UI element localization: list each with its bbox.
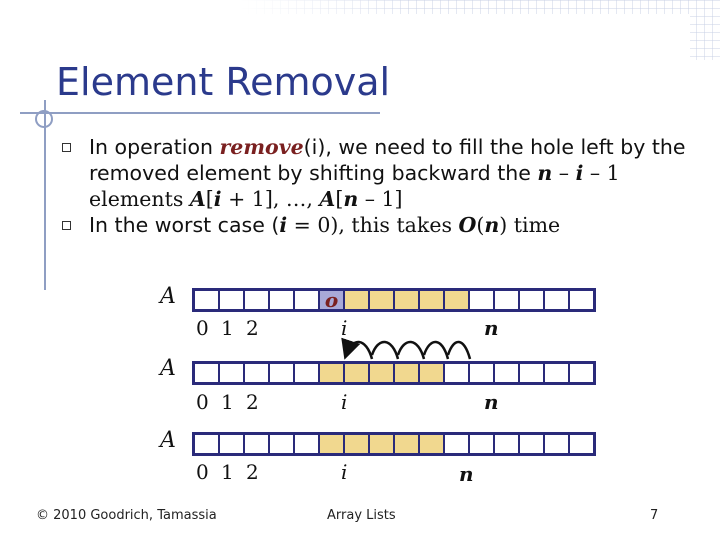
array-cell (220, 364, 245, 382)
array-cell (545, 364, 570, 382)
index-i-label: i (341, 460, 348, 484)
array-cell (370, 291, 395, 309)
array-cell (345, 435, 370, 453)
array-cell (470, 364, 495, 382)
array-row-shifting (192, 361, 596, 385)
square-bullet-icon (62, 221, 71, 230)
array-cell (370, 435, 395, 453)
array-cell (245, 435, 270, 453)
square-bullet-icon (62, 143, 71, 152)
array-name-label: A (160, 428, 176, 453)
array-cell (245, 291, 270, 309)
array-cell (345, 364, 370, 382)
index-n-label: n (459, 462, 474, 486)
bullet-item: In operation remove(i), we need to fill the hole left by the removed element by shifting backward the n – i – 1 elements A[i + 1], …, A[n – 1] (62, 134, 702, 212)
array-cell (195, 291, 220, 309)
slide-title: Element Removal (56, 60, 391, 104)
index-n-label: n (484, 316, 499, 340)
array-cell (270, 364, 295, 382)
array-cell (545, 291, 570, 309)
array-cell (395, 435, 420, 453)
bullet-item: In the worst case (i = 0), this takes O(n) time (62, 212, 702, 238)
array-row-after (192, 432, 596, 456)
title-vertical-rule (44, 100, 46, 290)
title-circle-decoration (35, 110, 53, 128)
array-name-label: A (160, 284, 176, 309)
array-cell (495, 364, 520, 382)
array-cell (270, 435, 295, 453)
array-cell (195, 364, 220, 382)
array-cell (320, 364, 345, 382)
index-2-label: 2 (246, 316, 259, 340)
title-underline (20, 112, 380, 114)
array-cell (245, 364, 270, 382)
array-cell (295, 291, 320, 309)
array-cell (445, 435, 470, 453)
array-cell (395, 364, 420, 382)
array-cell (295, 364, 320, 382)
index-2-label: 2 (246, 460, 259, 484)
array-cell (220, 291, 245, 309)
index-1-label: 1 (221, 316, 234, 340)
index-1-label: 1 (221, 460, 234, 484)
index-0-label: 0 (196, 316, 209, 340)
array-cell (420, 364, 445, 382)
index-i-label: i (341, 390, 348, 414)
removed-element-label: o (324, 288, 339, 312)
array-cell (570, 435, 593, 453)
array-cell (445, 291, 470, 309)
array-cell (395, 291, 420, 309)
array-cell (470, 291, 495, 309)
array-cell (570, 364, 593, 382)
bullet-list (62, 134, 702, 238)
decorative-grid (0, 0, 720, 60)
index-i-label: i (341, 316, 348, 340)
index-0-label: 0 (196, 460, 209, 484)
array-cell (345, 291, 370, 309)
array-cell (370, 364, 395, 382)
array-cell (545, 435, 570, 453)
footer-copyright: © 2010 Goodrich, Tamassia (36, 508, 217, 523)
page-number: 7 (650, 508, 659, 523)
array-cell (495, 435, 520, 453)
array-cell (195, 435, 220, 453)
array-cell (470, 435, 495, 453)
array-cell (570, 291, 593, 309)
array-cell (420, 291, 445, 309)
array-cell (270, 291, 295, 309)
array-cell (520, 435, 545, 453)
array-cell (445, 364, 470, 382)
index-1-label: 1 (221, 390, 234, 414)
array-cell (520, 364, 545, 382)
array-cell (295, 435, 320, 453)
index-2-label: 2 (246, 390, 259, 414)
array-cell (320, 435, 345, 453)
array-cell (520, 291, 545, 309)
array-row-before (192, 288, 596, 312)
index-0-label: 0 (196, 390, 209, 414)
array-cell (420, 435, 445, 453)
index-n-label: n (484, 390, 499, 414)
array-name-label: A (160, 356, 176, 381)
array-cell (220, 435, 245, 453)
array-cell (495, 291, 520, 309)
removed-element-cell (320, 288, 345, 312)
footer-title: Array Lists (327, 508, 396, 523)
